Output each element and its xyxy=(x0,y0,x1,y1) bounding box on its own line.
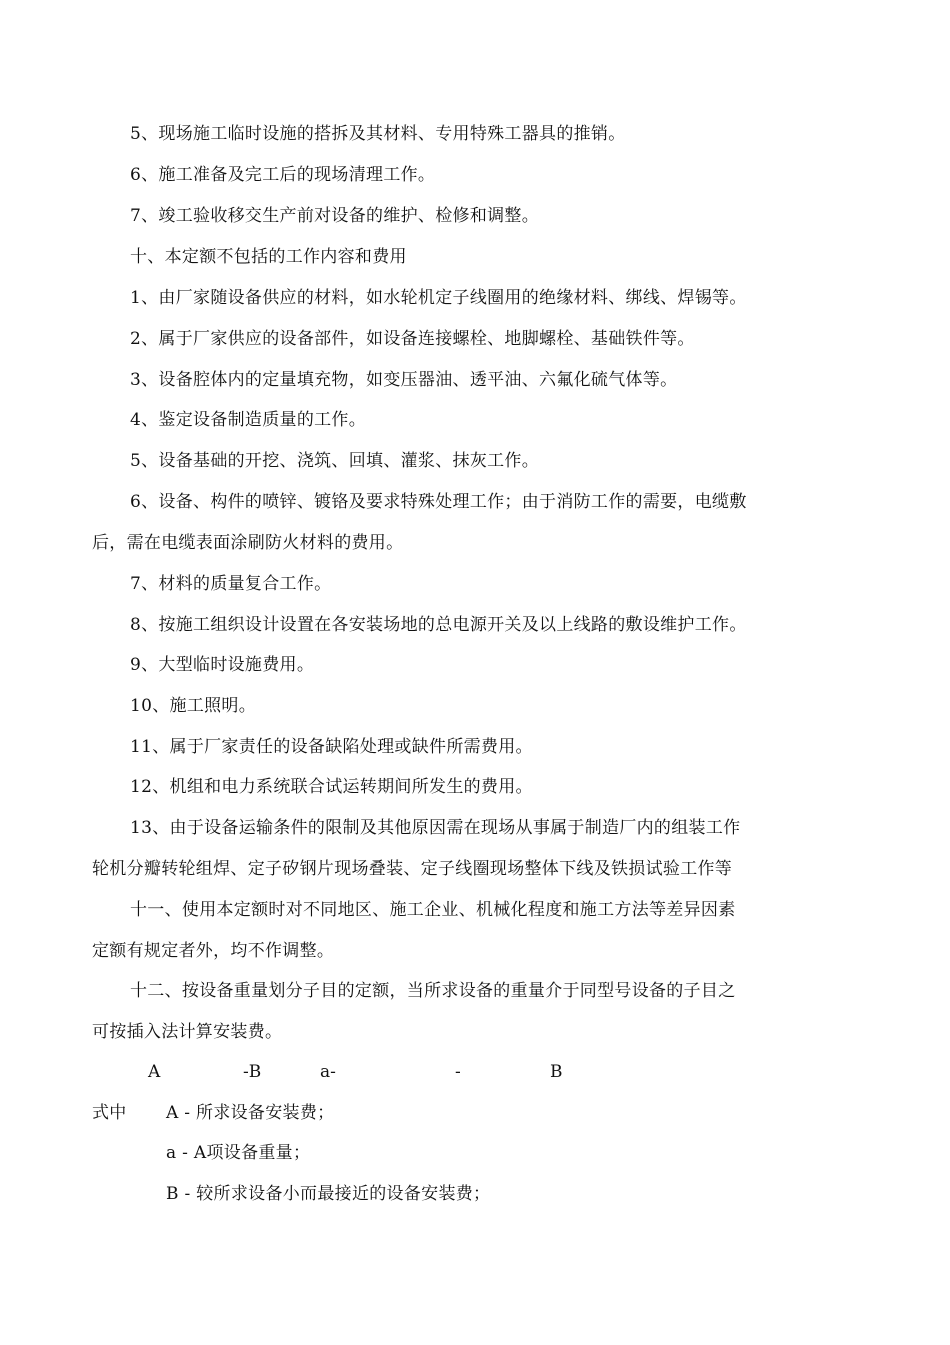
interpolation-formula xyxy=(0,1060,950,1084)
text-line-17: 12、机组和电力系统联合试运转期间所发生的费用。 xyxy=(130,777,533,797)
legend-item-b: B - 较所求设备小而最接近的设备安装费； xyxy=(166,1184,491,1204)
section-heading-11: 十一、使用本定额时对不同地区、施工企业、机械化程度和施工方法等差异因素 xyxy=(130,900,736,920)
text-line-11: 后，需在电缆表面涂刷防火材料的费用。 xyxy=(92,533,404,553)
text-line-19: 轮机分瓣转轮组焊、定子矽钢片现场叠装、定子线圈现场整体下线及铁损试验工作等 xyxy=(92,859,733,879)
legend-prefix: 式中 xyxy=(92,1103,127,1123)
formula-term-minus-b: -B xyxy=(243,1062,262,1082)
text-line-9: 5、设备基础的开挖、浇筑、回填、灌浆、抹灰工作。 xyxy=(130,451,540,471)
section-heading-10: 十、本定额不包括的工作内容和费用 xyxy=(130,247,407,267)
formula-term-a-upper: A xyxy=(148,1062,161,1082)
formula-term-b: B xyxy=(550,1062,563,1082)
text-line-16: 11、属于厂家责任的设备缺陷处理或缺件所需费用。 xyxy=(130,737,533,757)
text-line-6: 2、属于厂家供应的设备部件，如设备连接螺栓、地脚螺栓、基础铁件等。 xyxy=(130,329,695,349)
formula-term-minus: - xyxy=(455,1062,461,1082)
text-line-1: 5、现场施工临时设施的搭拆及其材料、专用特殊工器具的推销。 xyxy=(130,124,626,144)
text-line-5: 1、由厂家随设备供应的材料，如水轮机定子线圈用的绝缘材料、绑线、焊锡等。 xyxy=(130,288,747,308)
text-line-23: 可按插入法计算安装费。 xyxy=(92,1022,283,1042)
text-line-14: 9、大型临时设施费用。 xyxy=(130,655,315,675)
text-line-13: 8、按施工组织设计设置在各安装场地的总电源开关及以上线路的敷设维护工作。 xyxy=(130,615,747,635)
text-line-3: 7、竣工验收移交生产前对设备的维护、检修和调整。 xyxy=(130,206,540,226)
text-line-21: 定额有规定者外，均不作调整。 xyxy=(92,941,335,961)
text-line-18: 13、由于设备运输条件的限制及其他原因需在现场从事属于制造厂内的组装工作 xyxy=(130,818,741,838)
legend-item-a-upper: A - 所求设备安装费； xyxy=(166,1103,335,1123)
text-line-8: 4、鉴定设备制造质量的工作。 xyxy=(130,410,367,430)
formula-term-a-minus: a- xyxy=(320,1062,336,1082)
text-line-12: 7、材料的质量复合工作。 xyxy=(130,574,332,594)
text-line-7: 3、设备腔体内的定量填充物，如变压器油、透平油、六氟化硫气体等。 xyxy=(130,370,678,390)
section-heading-12: 十二、按设备重量划分子目的定额，当所求设备的重量介于同型号设备的子目之 xyxy=(130,981,736,1001)
text-line-10: 6、设备、构件的喷锌、镀铬及要求特殊处理工作；由于消防工作的需要，电缆敷 xyxy=(130,492,747,512)
legend-item-a-lower: a - A项设备重量； xyxy=(166,1143,311,1163)
text-line-2: 6、施工准备及完工后的现场清理工作。 xyxy=(130,165,436,185)
text-line-15: 10、施工照明。 xyxy=(130,696,257,716)
